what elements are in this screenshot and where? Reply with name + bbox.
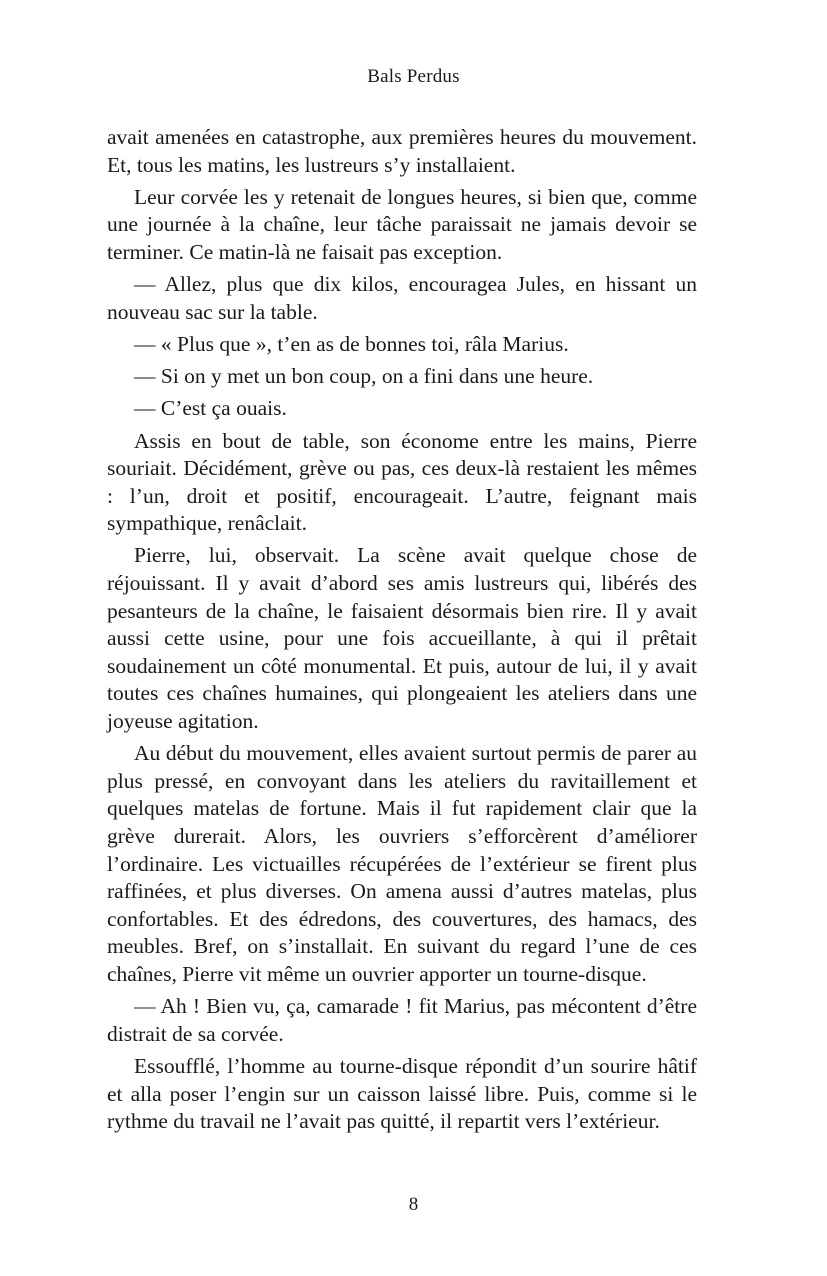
paragraph: Au début du mouvement, elles avaient surtout permis de parer au plus pressé, en convoyant dans les ateliers du ravitaillement et quelques matelas de fortune. Mais il fut rapidement clair que la grève durerait. Alors, les ouvriers s’efforcèrent d’améliorer l’ordinaire. Les victuailles récupérées de l’extérieur se firent plus raffinées, et plus diverses. On amena aussi d’autres matelas, plus confortables. Et des édredons, des couvertures, des hamacs, des meubles. Bref, on s’installait. En suivant du regard l’une de ces chaînes, Pierre vit même un ouvrier apporter un tourne-disque. [107,741,697,986]
paragraph: Pierre, lui, observait. La scène avait quelque chose de réjouissant. Il y avait d’abord ses amis lustreurs qui, libérés des pesanteurs de la chaîne, le faisaient désormais bien rire. Il y avait aussi cette usine, pour une fois accueillante, à qui il prêtait soudainement un côté monumental. Et puis, autour de lui, il y avait toutes ces chaînes humaines, qui plongeaient les ateliers dans une joyeuse agitation. [107,543,697,734]
paragraph: Essoufflé, l’homme au tourne-disque répondit d’un sourire hâtif et alla poser l’engin sur un caisson laissé libre. Puis, comme si le rythme du travail ne l’avait pas quitté, il repartit vers l’extérieur. [107,1053,697,1134]
dialogue-line: — « Plus que », t’en as de bonnes toi, râla Marius. [134,331,569,356]
paragraph: avait amenées en catastrophe, aux premières heures du mouvement. Et, tous les matins, les lustreurs s’y installaient. [107,125,697,177]
paragraph: Leur corvée les y retenait de longues heures, si bien que, comme une journée à la chaîne, leur tâche paraissait ne jamais devoir se terminer. Ce matin-là ne faisait pas exception. [107,184,697,264]
running-title: Bals Perdus [367,66,460,87]
page-number: 8 [408,1194,419,1215]
dialogue-line: — Si on y met un bon coup, on a fini dans une heure. [134,364,594,389]
paragraph: Assis en bout de table, son économe entre les mains, Pierre souriait. Décidément, grève ou pas, ces deux-là restaient les mêmes : l’un, droit et positif, encourageait. L’autre, feignant mais sympathique, renâclait. [107,428,697,536]
dialogue-line: — Allez, plus que dix kilos, encouragea Jules, en hissant un nouveau sac sur la table. [107,272,697,324]
dialogue-line: — C’est ça ouais. [134,396,287,421]
body-text [107,124,697,1140]
dialogue-line: — Ah ! Bien vu, ça, camarade ! fit Marius, pas mécontent d’être distrait de sa corvée. [107,994,697,1046]
